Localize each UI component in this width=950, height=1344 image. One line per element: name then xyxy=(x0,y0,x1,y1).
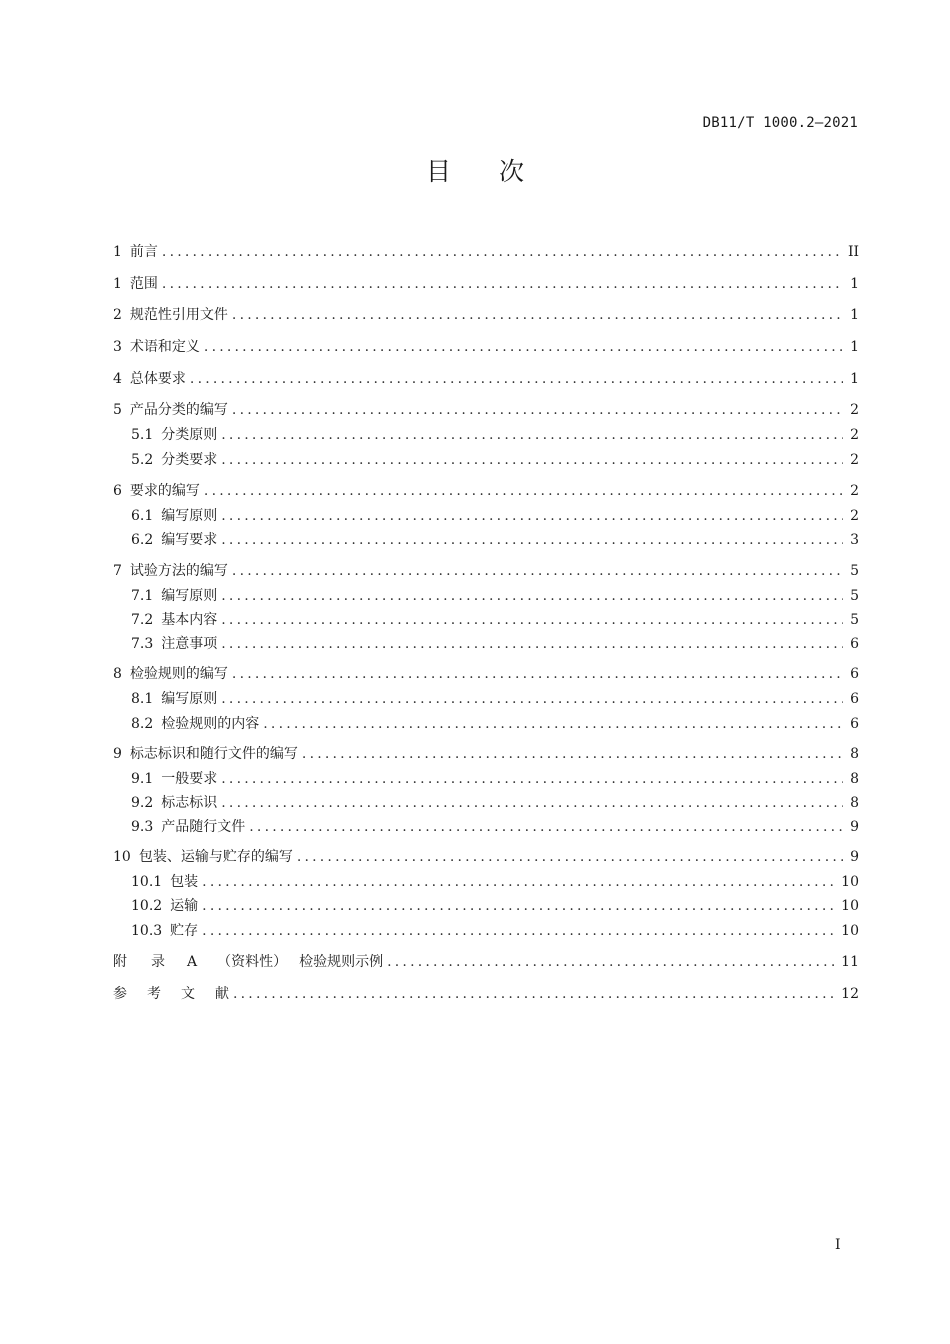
toc-entry-label xyxy=(131,424,217,444)
toc-section-title: 编写原则 xyxy=(161,588,218,604)
toc-page-number: 2 xyxy=(850,402,859,418)
dot-leader xyxy=(221,691,843,707)
toc-entry[interactable] xyxy=(113,871,859,891)
toc-section-title: 分类原则 xyxy=(161,427,218,443)
toc-entry[interactable] xyxy=(113,585,859,605)
toc-entry-label xyxy=(113,951,383,971)
toc-entry-label xyxy=(113,399,228,419)
dot-leader xyxy=(202,898,837,914)
toc-entry[interactable] xyxy=(113,336,859,356)
toc-section-number: 9 xyxy=(113,746,122,762)
dot-leader xyxy=(221,588,843,604)
toc-entry[interactable] xyxy=(113,768,859,788)
toc-entry-label xyxy=(113,273,158,293)
dot-leader xyxy=(221,795,843,811)
dot-leader xyxy=(233,986,837,1002)
toc-section-title: 检验规则的内容 xyxy=(161,716,260,732)
appendix-type: （资料性） xyxy=(217,954,288,970)
toc-section-number: 9.1 xyxy=(131,771,154,787)
toc-page-number: 5 xyxy=(850,612,859,628)
dot-leader xyxy=(162,244,843,260)
dot-leader xyxy=(221,427,843,443)
toc-section-number: 10 xyxy=(113,849,131,865)
toc-entry-label xyxy=(131,713,259,733)
toc-section-title: 要求的编写 xyxy=(129,483,200,499)
toc-page-number: 1 xyxy=(850,307,859,323)
toc-page-number: 5 xyxy=(850,588,859,604)
dot-leader xyxy=(221,452,843,468)
footer-page-number: I xyxy=(835,1237,841,1253)
toc-entry-label xyxy=(131,609,217,629)
toc-entry-label xyxy=(131,920,198,940)
dot-leader xyxy=(232,666,843,682)
toc-entry[interactable] xyxy=(113,688,859,708)
appendix-word: 附 xyxy=(113,954,127,970)
toc-entry-label xyxy=(113,241,158,261)
appendix-title: 检验规则示例 xyxy=(299,954,384,970)
toc-section-title: 标志标识 xyxy=(161,795,218,811)
dot-leader xyxy=(232,307,843,323)
toc-entry-label xyxy=(131,768,217,788)
toc-section-number: 1 xyxy=(113,244,122,260)
dot-leader xyxy=(202,923,837,939)
toc-section-number: 2 xyxy=(113,307,122,323)
toc-page-number: 8 xyxy=(850,771,859,787)
toc-entry-label xyxy=(131,585,217,605)
page-title xyxy=(0,152,950,188)
dot-leader xyxy=(204,483,843,499)
toc-page-number: II xyxy=(847,244,859,260)
toc-section-number: 7.2 xyxy=(131,612,154,628)
toc-section-number: 8.1 xyxy=(131,691,154,707)
toc-section-number: 1 xyxy=(113,276,122,292)
toc-section-number: 7.1 xyxy=(131,588,154,604)
toc-page-number: 8 xyxy=(850,795,859,811)
toc-section-title: 规范性引用文件 xyxy=(129,307,228,323)
toc-entry-label xyxy=(113,368,186,388)
toc-entry-label xyxy=(131,529,217,549)
toc-section-title: 贮存 xyxy=(170,923,199,939)
toc-entry[interactable] xyxy=(113,609,859,629)
toc-entry-label xyxy=(113,304,228,324)
references-word: 考 xyxy=(147,986,161,1002)
toc-page-number: 1 xyxy=(850,276,859,292)
toc-page-number: 11 xyxy=(841,954,859,970)
toc-section-number: 5.1 xyxy=(131,427,154,443)
toc-entry-label xyxy=(113,846,293,866)
toc-entry-label xyxy=(113,983,229,1003)
toc-section-title: 总体要求 xyxy=(129,371,186,387)
toc-section-title: 产品随行文件 xyxy=(161,819,246,835)
standard-code: DB11/T 1000.2—2021 xyxy=(702,115,858,131)
toc-page-number: 2 xyxy=(850,427,859,443)
toc-section-number: 9.3 xyxy=(131,819,154,835)
toc-section-number: 6.2 xyxy=(131,532,154,548)
toc-entry[interactable] xyxy=(113,399,859,419)
toc-entry[interactable] xyxy=(113,743,859,763)
toc-section-title: 运输 xyxy=(170,898,199,914)
toc-entry-label xyxy=(131,449,217,469)
toc-page-number: 9 xyxy=(850,819,859,835)
toc-page-number: 2 xyxy=(850,452,859,468)
toc-section-number: 6.1 xyxy=(131,508,154,524)
toc-section-title: 编写要求 xyxy=(161,532,218,548)
dot-leader xyxy=(221,771,843,787)
dot-leader xyxy=(387,954,837,970)
toc-entry-label xyxy=(131,688,217,708)
toc-section-title: 编写原则 xyxy=(161,508,218,524)
dot-leader xyxy=(221,508,843,524)
toc-section-title: 标志标识和随行文件的编写 xyxy=(129,746,298,762)
dot-leader xyxy=(190,371,843,387)
toc-entry[interactable] xyxy=(113,816,859,836)
toc-entry-label xyxy=(131,633,217,653)
toc-page-number: 6 xyxy=(850,666,859,682)
dot-leader xyxy=(202,874,837,890)
dot-leader xyxy=(302,746,843,762)
toc-section-title: 范围 xyxy=(129,276,158,292)
toc-entry-label xyxy=(131,505,217,525)
toc-page-number: 10 xyxy=(841,874,859,890)
toc-page-number: 10 xyxy=(841,923,859,939)
appendix-word: 录 xyxy=(151,954,165,970)
toc-entry-appendix-a[interactable] xyxy=(113,951,859,971)
toc-page-number: 3 xyxy=(850,532,859,548)
toc-entry[interactable] xyxy=(113,424,859,444)
toc-section-title: 基本内容 xyxy=(161,612,218,628)
toc-entry[interactable] xyxy=(113,273,859,293)
toc-entry[interactable] xyxy=(113,304,859,324)
toc-section-number: 6 xyxy=(113,483,122,499)
dot-leader xyxy=(204,339,843,355)
toc-entry-label xyxy=(131,792,217,812)
toc-section-number: 5.2 xyxy=(131,452,154,468)
toc-page-number: 6 xyxy=(850,716,859,732)
appendix-letter: A xyxy=(187,954,198,970)
toc-page-number: 1 xyxy=(850,371,859,387)
dot-leader xyxy=(232,402,843,418)
toc-entry[interactable] xyxy=(113,529,859,549)
toc-section-title: 检验规则的编写 xyxy=(129,666,228,682)
toc-section-title: 产品分类的编写 xyxy=(129,402,228,418)
toc-section-title: 包装、运输与贮存的编写 xyxy=(138,849,293,865)
toc-section-number: 5 xyxy=(113,402,122,418)
toc-entry[interactable] xyxy=(113,480,859,500)
toc-entry-label xyxy=(113,743,298,763)
toc-section-title: 试验方法的编写 xyxy=(129,563,228,579)
toc-section-number: 7 xyxy=(113,563,122,579)
toc-entry-label xyxy=(113,560,228,580)
toc-page-number: 6 xyxy=(850,636,859,652)
toc-section-number: 3 xyxy=(113,339,122,355)
toc-section-number: 10.3 xyxy=(131,923,163,939)
toc-entry[interactable] xyxy=(113,241,859,261)
toc-entry-label xyxy=(131,871,198,891)
toc-section-number: 8.2 xyxy=(131,716,154,732)
dot-leader xyxy=(263,716,843,732)
dot-leader xyxy=(221,636,843,652)
toc-entry-label xyxy=(113,663,228,683)
toc-entry-label xyxy=(113,336,200,356)
toc-entry[interactable] xyxy=(113,895,859,915)
dot-leader xyxy=(232,563,843,579)
toc-page-number: 2 xyxy=(850,508,859,524)
toc-section-title: 前言 xyxy=(129,244,158,260)
toc-page-number: 10 xyxy=(841,898,859,914)
references-word: 参 xyxy=(113,986,127,1002)
toc-entry-references[interactable] xyxy=(113,983,859,1003)
toc-section-number: 8 xyxy=(113,666,122,682)
toc-entry[interactable] xyxy=(113,633,859,653)
toc-section-title: 分类要求 xyxy=(161,452,218,468)
toc-section-number: 9.2 xyxy=(131,795,154,811)
toc-entry[interactable] xyxy=(113,560,859,580)
toc-section-number: 7.3 xyxy=(131,636,154,652)
toc-page-number: 9 xyxy=(850,849,859,865)
dot-leader xyxy=(297,849,843,865)
references-word: 献 xyxy=(215,986,229,1002)
toc-section-number: 10.1 xyxy=(131,874,163,890)
toc-page-number: 5 xyxy=(850,563,859,579)
toc-entry[interactable] xyxy=(113,505,859,525)
toc-page-number: 8 xyxy=(850,746,859,762)
toc-page-number: 2 xyxy=(850,483,859,499)
toc-section-title: 一般要求 xyxy=(161,771,218,787)
toc-section-title: 注意事项 xyxy=(161,636,218,652)
toc-entry[interactable] xyxy=(113,663,859,683)
toc-section-number: 10.2 xyxy=(131,898,163,914)
toc-entry[interactable] xyxy=(113,713,859,733)
toc-section-title: 编写原则 xyxy=(161,691,218,707)
dot-leader xyxy=(249,819,843,835)
toc-page-number: 1 xyxy=(850,339,859,355)
title-char-2: 次 xyxy=(499,157,525,186)
toc-entry[interactable] xyxy=(113,920,859,940)
toc-entry-label xyxy=(131,816,245,836)
title-char-1: 目 xyxy=(425,157,451,186)
dot-leader xyxy=(162,276,843,292)
toc-entry-label xyxy=(113,480,200,500)
toc-section-title: 包装 xyxy=(170,874,199,890)
toc-page-number: 12 xyxy=(841,986,859,1002)
dot-leader xyxy=(221,532,843,548)
toc-section-title: 术语和定义 xyxy=(129,339,200,355)
dot-leader xyxy=(221,612,843,628)
toc-section-number: 4 xyxy=(113,371,122,387)
toc-entry[interactable] xyxy=(113,792,859,812)
toc-entry[interactable] xyxy=(113,368,859,388)
toc-entry[interactable] xyxy=(113,449,859,469)
toc-entry-label xyxy=(131,895,198,915)
toc-page-number: 6 xyxy=(850,691,859,707)
references-word: 文 xyxy=(181,986,195,1002)
toc-entry[interactable] xyxy=(113,846,859,866)
